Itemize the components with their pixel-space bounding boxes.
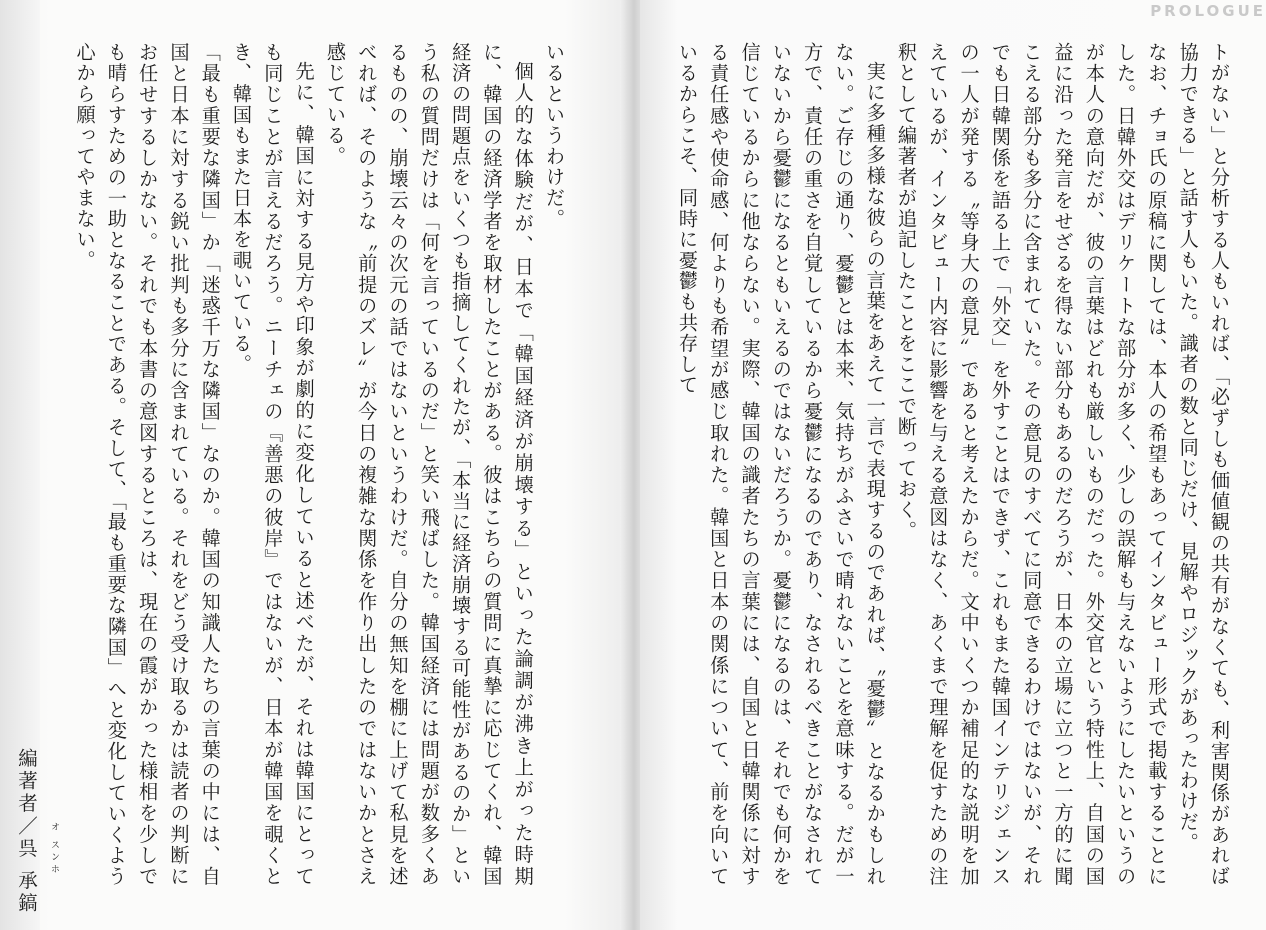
- right-page-text: [675, 42, 1235, 887]
- paragraph: 「最も重要な隣国」か「迷惑千万な隣国」なのか。韓国の知識人たちの言葉の中には、自国と日本に対する鋭い批判も多分に含まれている。それをどう受け取るかは読者の判断にお任せするしかない。それでも本書の意図するところは、現在の霞がかった様相を少しでも晴らすための一助となることである。そして、「最も重要な隣国」へと変化していくよう心から願ってやまない。: [73, 42, 222, 887]
- author-ruby: オ スンホ: [49, 822, 59, 876]
- paragraph: トがない」と分析する人もいれば、「必ずしも価値観の共有がなくても、利害関係があれば協力できる」と話す人もいた。識者の数と同じだけ、見解やロジックがあったわけだ。: [1176, 42, 1231, 887]
- left-page: [0, 0, 628, 930]
- paragraph: 先に、韓国に対する見方や印象が劇的に変化していると述べたが、それは韓国にとっても同じことが言えるだろう。ニーチェの『善悪の彼岸』ではないが、日本が韓国を覗くとき、韓国もまた日本を覗いている。: [230, 42, 316, 887]
- paragraph: いるというわけだ。: [543, 42, 566, 230]
- paragraph: 個人的な体験だが、日本で「韓国経済が崩壊する」といった論調が沸き上がった時期に、韓国の経済学者を取材したことがある。彼はこちらの質問に真摯に応じてくれ、韓国経済の問題点をいくつも指摘してくれたが、「本当に経済崩壊する可能性があるのか」という私の質問だけは「何を言っているのだ」と笑い飛ばした。韓国経済には問題が数多くあるものの、崩壊云々の次元の話ではないというわけだ。自分の無知を棚に上げて私見を述べれば、そのような〝前提のズレ〟が今日の複雑な関係を作り出したのではないかとさえ感じている。: [323, 42, 535, 887]
- right-page: [640, 0, 1266, 930]
- author-signature: 編著者／呉 承鎬: [15, 748, 38, 915]
- paragraph: なお、チョ氏の原稿に関しては、本人の希望もあってインタビュー形式で掲載することにした。日韓外交はデリケートな部分が多く、少しの誤解も与えないようにしたいというのが本人の意向だが、彼の言葉はどれも厳しいものだった。外交官という特性上、自国の国益に沿った発言をせざるを得ない部分もあるのだろうが、日本の立場に立つと一方的に聞こえる部分も多分に含まれていた。その意見のすべてに同意できるわけではないが、それでも日韓関係を語る上で「外交」を外すことはできず、これもまた韓国インテリジェンスの一人が発する〝等身大の意見〟であると考えたからだ。文中いくつか補足的な説明を加えているが、インタビュー内容に影響を与える意図はなく、あくまで理解を促すための注釈として編著者が追記したことをここで断っておく。: [895, 42, 1169, 887]
- paragraph: 実に多種多様な彼らの言葉をあえて一言で表現するのであれば、〝憂鬱〟となるかもしれない。ご存じの通り、憂鬱とは本来、気持ちがふさいで晴れないことを意味する。だが一方で、責任の重さを自覚しているから憂鬱になるのであり、なされるべきことがなされていないから憂鬱になるともいえるのではないだろうか。憂鬱になるのは、それでも何かを信じているからに他ならない。実際、韓国の識者たちの言葉には、自国と日韓関係に対する責任感や使命感、何よりも希望が感じ取れた。韓国と日本の関係について、前を向いているからこそ、同時に憂鬱も共存して: [675, 42, 887, 887]
- left-page-text: [70, 42, 570, 887]
- running-header: PROLOGUE: [1150, 2, 1266, 20]
